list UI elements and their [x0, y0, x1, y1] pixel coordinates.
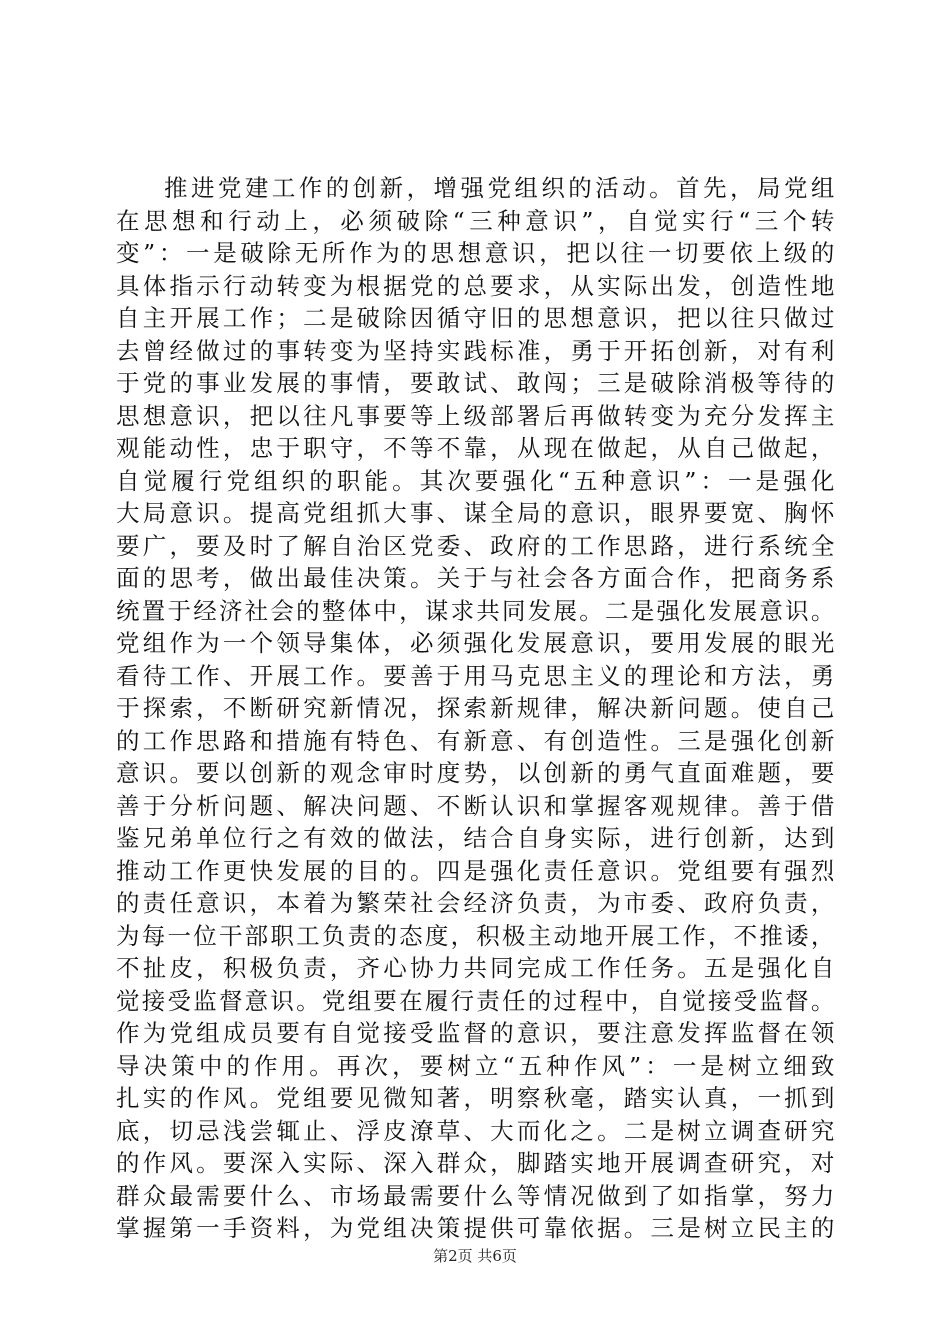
text-line: 具体指示行动转变为根据党的总要求，从实际出发，创造性地	[116, 271, 836, 300]
text-line: 思想意识，把以往凡事要等上级部署后再做转变为充分发挥主	[116, 401, 836, 430]
text-line: 观能动性，忠于职守，不等不靠，从现在做起，从自己做起，	[116, 434, 836, 462]
text-line: 意识。要以创新的观念审时度势，以创新的勇气直面难题，要	[116, 759, 836, 787]
text-line: 面的思考，做出最佳决策。关于与社会各方面合作，把商务系	[116, 564, 836, 592]
text-line: 扎实的作风。党组要见微知著，明察秋毫，踏实认真，一抓到	[116, 1084, 836, 1112]
text-line: 自觉履行党组织的职能。其次要强化“五种意识”：一是强化	[116, 466, 836, 495]
text-line: 不扯皮，积极负责，齐心协力共同完成工作任务。五是强化自	[116, 954, 836, 982]
body-paragraph	[116, 172, 836, 1245]
text-line: 于党的事业发展的事情，要敢试、敢闯；三是破除消极等待的	[116, 369, 836, 397]
text-line: 大局意识。提高党组抓大事、谋全局的意识，眼界要宽、胸怀	[116, 499, 836, 527]
text-line: 群众最需要什么、市场最需要什么等情况做到了如指掌，努力	[116, 1181, 836, 1210]
text-line: 觉接受监督意识。党组要在履行责任的过程中，自觉接受监督。	[116, 986, 836, 1015]
text-line: 善于分析问题、解决问题、不断认识和掌握客观规律。善于借	[116, 791, 836, 820]
text-line: 的工作思路和措施有特色、有新意、有创造性。三是强化创新	[116, 726, 836, 755]
text-line: 的作风。要深入实际、深入群众，脚踏实地开展调查研究，对	[116, 1149, 836, 1177]
text-line: 作为党组成员要有自觉接受监督的意识，要注意发挥监督在领	[116, 1019, 836, 1047]
text-line: 的责任意识，本着为繁荣社会经济负责，为市委、政府负责，	[116, 889, 836, 917]
text-line: 党组作为一个领导集体，必须强化发展意识，要用发展的眼光	[116, 629, 836, 657]
text-line: 要广，要及时了解自治区党委、政府的工作思路，进行系统全	[116, 531, 836, 560]
text-line: 掌握第一手资料，为党组决策提供可靠依据。三是树立民主的	[116, 1214, 836, 1242]
text-line: 在思想和行动上，必须破除“三种意识”，自觉实行“三个转	[116, 206, 836, 235]
text-line: 自主开展工作；二是破除因循守旧的思想意识，把以往只做过	[116, 304, 836, 332]
text-line: 于探索，不断研究新情况，探索新规律，解决新问题。使自己	[116, 694, 836, 722]
text-line: 底，切忌浅尝辄止、浮皮潦草、大而化之。二是树立调查研究	[116, 1116, 836, 1145]
text-line: 统置于经济社会的整体中，谋求共同发展。二是强化发展意识。	[116, 596, 836, 625]
text-line: 看待工作、开展工作。要善于用马克思主义的理论和方法，勇	[116, 661, 836, 690]
text-line: 变”：一是破除无所作为的思想意识，把以往一切要依上级的	[116, 239, 836, 267]
text-line: 推动工作更快发展的目的。四是强化责任意识。党组要有强烈	[116, 856, 836, 885]
text-line: 鉴兄弟单位行之有效的做法，结合自身实际，进行创新，达到	[116, 824, 836, 852]
text-line: 为每一位干部职工负责的态度，积极主动地开展工作，不推诿，	[116, 921, 836, 950]
text-line: 去曾经做过的事转变为坚持实践标准，勇于开拓创新，对有利	[116, 336, 836, 365]
text-line: 推进党建工作的创新，增强党组织的活动。首先，局党组	[164, 174, 836, 202]
page-number-footer: 第2页 共6页	[433, 1247, 517, 1265]
text-line: 导决策中的作用。再次，要树立“五种作风”：一是树立细致	[116, 1051, 836, 1080]
